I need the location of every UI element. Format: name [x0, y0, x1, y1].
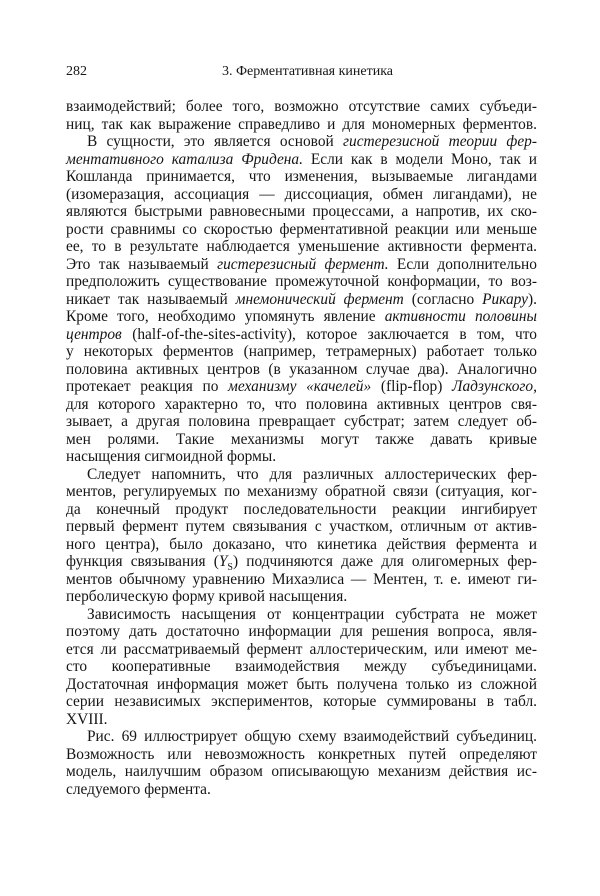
- text-line: [66, 378, 537, 396]
- text-segment: протекает реакция по: [66, 378, 229, 395]
- text-line: [66, 343, 537, 361]
- text-segment: Рис. 69 иллюстрирует общую схему взаимодействий субъединиц.: [87, 728, 537, 745]
- text-line: [66, 133, 537, 151]
- text-segment: зывает, а другая половина превращает субстрат; затем следует об-: [66, 413, 537, 430]
- text-segment: ментов обычному уравнению Михаэлиса — Ментен, т. е. имеют ги-: [66, 570, 537, 588]
- text-segment: (согласно: [403, 290, 483, 308]
- italic-text: Y: [218, 553, 228, 570]
- text-segment: да конечный продукт последовательности реакции ингибирует: [66, 500, 537, 518]
- text-line: [66, 553, 537, 574]
- italic-text: активности половины: [384, 308, 537, 325]
- text-segment: для которого характерно то, что половина активных центров свя-: [66, 395, 537, 413]
- text-line: [66, 571, 537, 589]
- text-segment: Зависимость насыщения от концентрации субстрата не может: [87, 605, 537, 623]
- text-segment: серии независимых экспериментов, которые суммированы в табл.: [66, 693, 537, 710]
- text-line: [66, 623, 537, 641]
- text-segment: ного центра), было доказано, что кинетика действия фермента и: [66, 535, 537, 553]
- text-line: [66, 676, 537, 694]
- text-segment: XVIII.: [66, 710, 108, 728]
- text-line: [66, 746, 537, 764]
- text-line: [66, 413, 537, 431]
- text-segment: ниц, так как выражение справедливо и для мономерных ферментов.: [66, 115, 537, 133]
- text-segment: предположить существование промежуточной конформации, то воз-: [66, 273, 537, 290]
- text-line: [66, 501, 537, 519]
- text-line: [66, 763, 537, 781]
- text-line: [66, 536, 537, 554]
- text-line: [66, 186, 537, 204]
- text-segment: перболическую форму кривой насыщения.: [66, 588, 348, 605]
- text-line: [66, 168, 537, 186]
- text-segment: первый фермент путем связывания с участком, отличным от актив-: [66, 518, 537, 535]
- text-line: [66, 203, 537, 221]
- text-segment: никает так называемый: [66, 290, 236, 308]
- italic-text: Рикару: [482, 290, 529, 308]
- text-segment: (изомеразация, ассоциация — диссоциация, обмен лигандами), не: [66, 185, 537, 203]
- text-segment: взаимодействий; более того, возможно отсутствие самих субъеди-: [66, 98, 537, 115]
- text-segment: у некоторых ферментов (например, тетрамерных) работает только: [66, 343, 537, 360]
- text-segment: половина активных центров (в указанном случае два). Аналогично: [66, 360, 537, 378]
- text-segment: Возможность или невозможность конкретных путей определяют: [66, 745, 537, 763]
- text-segment: Достаточная информация может быть получена только из сложной: [66, 675, 537, 693]
- text-line: [66, 448, 537, 466]
- text-segment: насыщения сигмоидной формы.: [66, 448, 277, 465]
- text-line: [66, 518, 537, 536]
- text-segment: ется ли рассматриваемый фермент аллостерическим, или имеют ме-: [66, 640, 537, 658]
- text-segment: функция связывания (: [66, 553, 219, 570]
- page-number: 282: [66, 64, 87, 79]
- text-segment: ее, то в результате наблюдается уменьшение активности фермента.: [66, 238, 537, 255]
- text-segment: ).: [528, 290, 537, 308]
- text-line: [66, 256, 537, 274]
- italic-text: Ладзунского,: [452, 378, 537, 395]
- text-line: [66, 711, 537, 729]
- text-line: [66, 273, 537, 291]
- text-line: [66, 396, 537, 414]
- text-line: [66, 606, 537, 624]
- italic-text: центров: [66, 325, 122, 343]
- text-line: [66, 431, 537, 449]
- text-segment: сто кооперативные взаимодействия между субъединицами.: [66, 658, 537, 675]
- text-segment: Кошланда принимается, что изменения, вызываемые лигандами: [66, 168, 537, 185]
- page-header: [66, 64, 537, 84]
- text-segment: следуемого фермента.: [66, 780, 211, 798]
- body-text: [66, 98, 537, 798]
- text-segment: (half-of-the-sites-activity), которое заключается в том, что: [121, 325, 537, 343]
- text-segment: Если дополнительно: [388, 255, 537, 273]
- text-line: [66, 98, 537, 116]
- text-line: [66, 641, 537, 659]
- text-segment: рости сравнимы со скоростью ферментативной реакции или меньше: [66, 220, 537, 238]
- text-segment: мен ролями. Такие механизмы могут также давать кривые: [66, 430, 537, 448]
- text-segment: В сущности, это является основой: [87, 133, 344, 150]
- text-line: [66, 151, 537, 169]
- text-line: [66, 466, 537, 484]
- text-line: [66, 308, 537, 326]
- text-line: [66, 693, 537, 711]
- text-segment: Следует напомнить, что для различных аллостерических фер-: [87, 465, 537, 483]
- text-segment: поэтому дать достаточно информации для решения вопроса, явля-: [66, 623, 537, 640]
- text-segment: модель, наилучшим образом описывающую механизм действия ис-: [66, 763, 537, 780]
- running-title: 3. Ферментативная кинетика: [221, 64, 394, 79]
- text-line: [66, 361, 537, 379]
- subscript: S: [227, 562, 233, 574]
- text-segment: ментов, регулируемых по механизму обратной связи (ситуация, ког-: [66, 483, 537, 500]
- text-segment: являются быстрыми равновесными процессами, а напротив, их ско-: [66, 203, 537, 220]
- text-segment: Кроме того, необходимо упомянуть явление: [66, 308, 385, 325]
- italic-text: гистерезисный фермент.: [217, 255, 389, 273]
- text-segment: Это так называемый: [66, 255, 218, 273]
- italic-text: механизму «качелей»: [228, 378, 372, 395]
- text-line: [66, 658, 537, 676]
- text-line: [66, 326, 537, 344]
- italic-text: ментативного катализа Фридена.: [66, 150, 303, 168]
- text-line: [66, 116, 537, 134]
- text-segment: (flip-flop): [371, 378, 453, 395]
- text-line: [66, 483, 537, 501]
- text-line: [66, 728, 537, 746]
- text-line: [66, 781, 537, 799]
- italic-text: гистерезисной теории фер-: [343, 133, 537, 150]
- text-line: [66, 588, 537, 606]
- text-line: [66, 221, 537, 239]
- italic-text: мнемонический фермент: [235, 290, 404, 308]
- text-line: [66, 238, 537, 256]
- text-segment: Если как в модели Моно, так и: [302, 150, 537, 168]
- text-line: [66, 291, 537, 309]
- text-segment: ) подчиняются даже для олигомерных фер-: [232, 553, 537, 570]
